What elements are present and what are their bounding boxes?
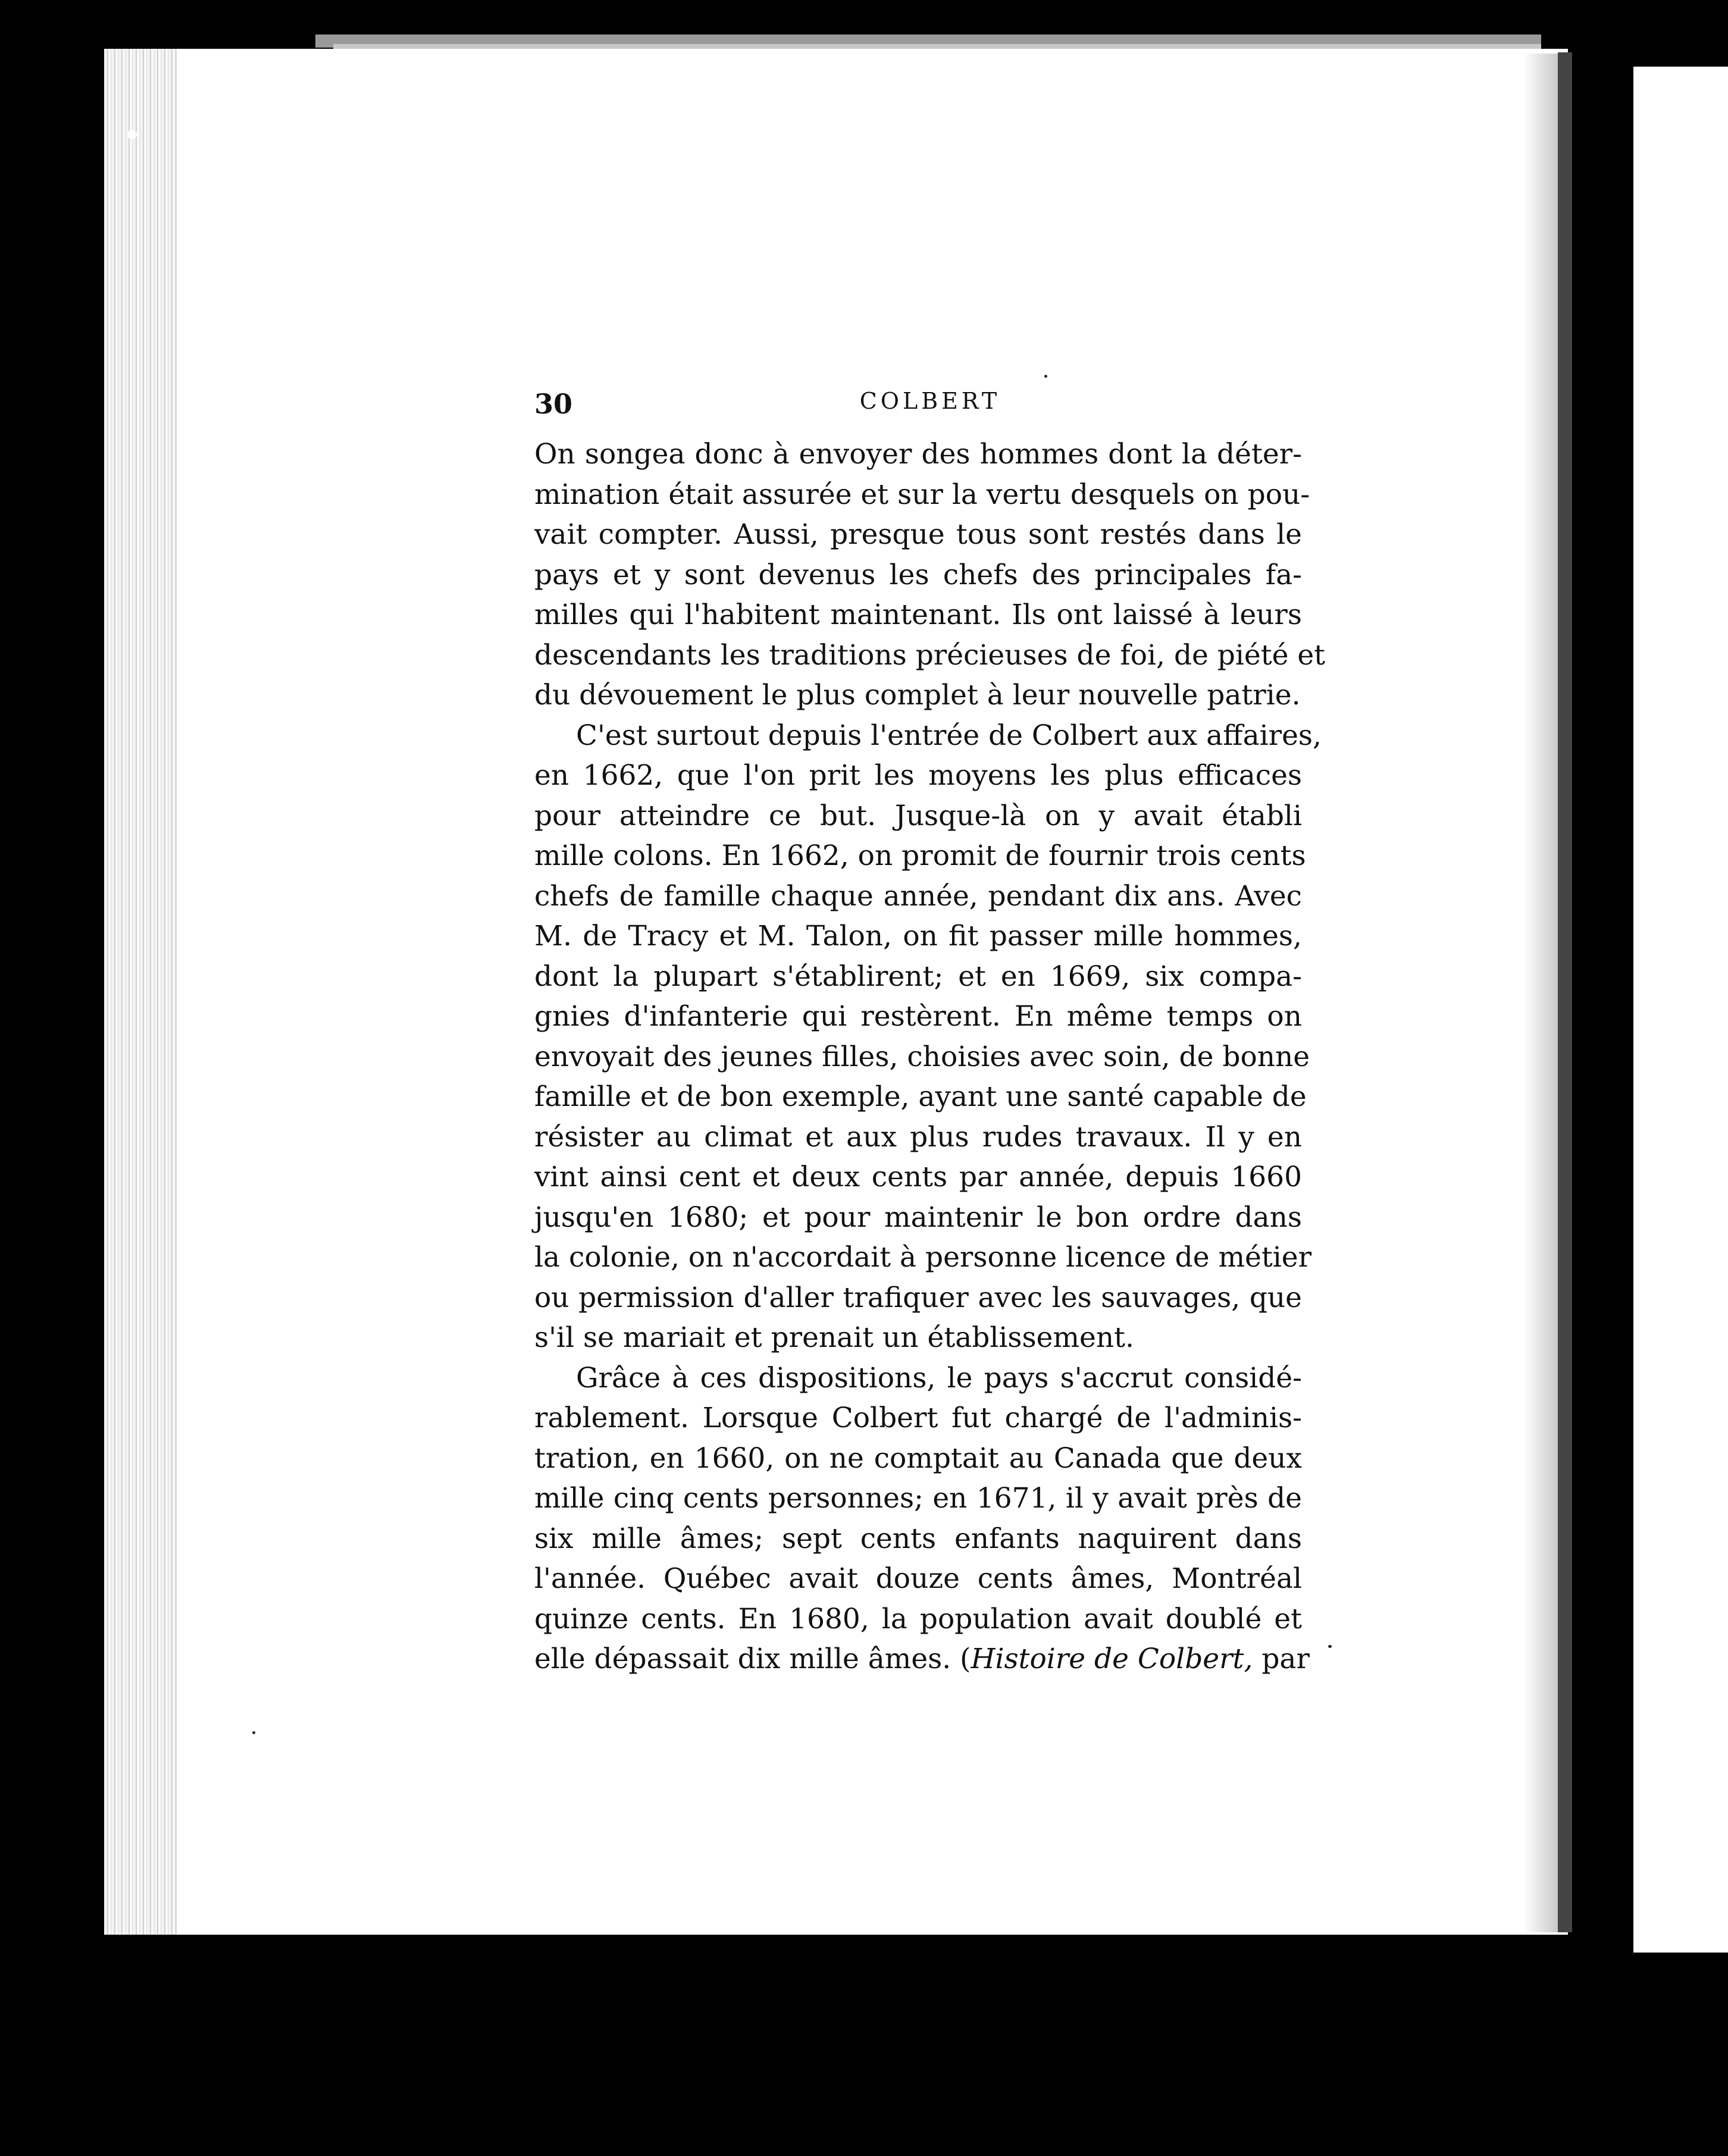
text-line: pour atteindre ce but. Jusque-là on y avait établi — [534, 799, 1302, 832]
text-line: ou permission d'aller trafiquer avec les sauvages, que — [534, 1281, 1302, 1314]
page-edges — [104, 49, 177, 1935]
page-text — [534, 381, 1326, 1679]
gutter — [1558, 52, 1572, 1932]
text-line: On songea donc à envoyer des hommes dont la déter- — [534, 438, 1302, 471]
text-line: jusqu'en 1680; et pour maintenir le bon ordre dans — [534, 1201, 1302, 1234]
next-page-sliver — [1633, 67, 1728, 1953]
text-line: Grâce à ces dispositions, le pays s'accrut considé- — [576, 1361, 1302, 1394]
paragraph — [534, 434, 1326, 716]
text-line: mille cinq cents personnes; en 1671, il y avait près de — [534, 1482, 1302, 1515]
text-line: du dévouement le plus complet à leur nouvelle patrie. — [534, 679, 1301, 712]
text-line: six mille âmes; sept cents enfants naquirent dans — [534, 1522, 1302, 1555]
text-segment: elle dépassait dix mille âmes. ( — [534, 1643, 971, 1675]
dust-speck — [1044, 375, 1047, 378]
gutter-shadow — [1523, 54, 1559, 1932]
top-rule-highlight — [333, 44, 1541, 49]
text-line: en 1662, que l'on prit les moyens les plus efficaces — [534, 759, 1302, 792]
text-line: envoyait des jeunes filles, choisies avec soin, de bonne — [534, 1040, 1310, 1073]
text-line: M. de Tracy et M. Talon, on fit passer mille hommes, — [534, 920, 1302, 952]
page-number: 30 — [534, 388, 573, 420]
paragraph — [534, 1358, 1310, 1679]
text-line: l'année. Québec avait douze cents âmes, Montréal — [534, 1562, 1302, 1595]
text-line: gnies d'infanterie qui restèrent. En même temps on — [534, 1000, 1302, 1033]
text-line: la colonie, on n'accordait à personne licence de métier — [534, 1241, 1312, 1274]
text-line: vait compter. Aussi, presque tous sont restés dans le — [534, 518, 1302, 551]
running-head: COLBERT — [859, 388, 1001, 414]
text-line: mille colons. En 1662, on promit de fournir trois cents — [534, 839, 1306, 872]
text-segment: par — [1253, 1643, 1310, 1675]
text-line: dont la plupart s'établirent; et en 1669, six compa- — [534, 960, 1302, 993]
dust-speck — [252, 1731, 255, 1734]
text-line-with-citation — [534, 1639, 1310, 1679]
text-line: C'est surtout depuis l'entrée de Colbert aux affaires, — [576, 719, 1322, 752]
dust-speck — [127, 130, 137, 139]
text-line: chefs de famille chaque année, pendant dix ans. Avec — [534, 879, 1302, 913]
text-line: rablement. Lorsque Colbert fut chargé de l'adminis- — [534, 1402, 1302, 1434]
text-line: pays et y sont devenus les chefs des principales fa- — [534, 558, 1302, 591]
text-line: résister au climat et aux plus rudes travaux. Il y en — [534, 1120, 1302, 1154]
text-line: vint ainsi cent et deux cents par année, depuis 1660 — [534, 1161, 1302, 1193]
text-line: milles qui l'habitent maintenant. Ils ont laissé à leurs — [534, 598, 1302, 631]
text-line: descendants les traditions précieuses de foi, de piété et — [534, 638, 1326, 672]
text-line: famille et de bon exemple, ayant une santé capable de — [534, 1080, 1307, 1113]
text-line: quinze cents. En 1680, la population avait doublé et — [534, 1602, 1302, 1635]
text-line: tration, en 1660, on ne comptait au Canada que deux — [534, 1441, 1302, 1475]
text-line: mination était assurée et sur la vertu desquels on pou- — [534, 478, 1310, 511]
page-header — [534, 381, 1302, 434]
dust-speck — [1328, 1645, 1332, 1648]
text-line: s'il se mariait et prenait un établissement. — [534, 1321, 1134, 1354]
paragraph — [534, 716, 1322, 1358]
citation-title: Histoire de Colbert, — [971, 1643, 1253, 1675]
